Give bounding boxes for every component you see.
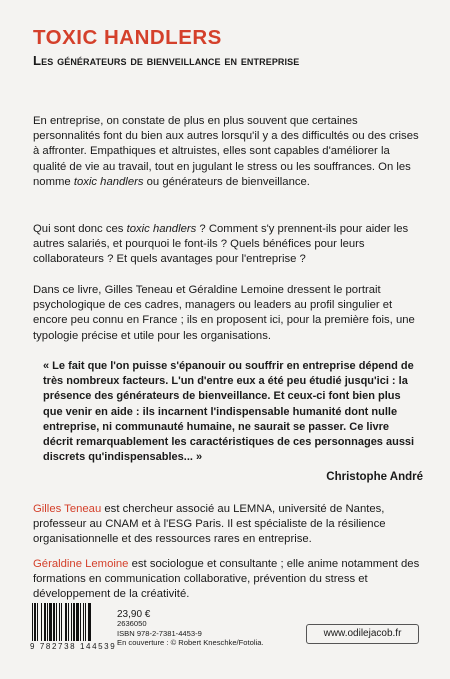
isbn: ISBN 978-2-7381-4453-9 — [117, 628, 202, 638]
barcode-digits: 9 782738 144539 — [30, 642, 117, 651]
author-bio-2: Géraldine Lemoine est sociologue et consultante ; elle anime notamment des formations en communication collaborative, prévention du stress et développement de la créativité. — [33, 558, 420, 601]
book-subtitle: Les générateurs de bienveillance en entreprise — [33, 53, 300, 68]
paragraph-summary: Dans ce livre, Gilles Teneau et Géraldine Lemoine dressent le portrait psychologique de ces cadres, managers ou leaders au profil singulier et encore peu connu en France ; ils en proposent ici, pour la première fois, une typologie précise et utile pour les organisations. — [33, 284, 415, 342]
author-bio-1: Gilles Teneau est chercheur associé au LEMNA, université de Nantes, professeur au CNAM et à l'ESG Paris. Il est spécialiste de la résilience organisationnelle et des ressources rares en entreprise. — [33, 503, 386, 546]
price: 23,90 € — [117, 609, 151, 620]
product-code: 2636050 — [117, 619, 147, 629]
paragraph-intro: En entreprise, on constate de plus en plus souvent que certaines personnalités font du bien aux autres lorsqu'il y a des difficultés ou des crises à affronter. Empathiques et altruistes, elles sont capables d'améliorer la qualité de vie au travail, tout en jugulant le stress ou les souffrances. On les nomme toxic handlers ou générateurs de bienveillance. — [33, 115, 419, 188]
author-name: Géraldine Lemoine — [33, 558, 129, 570]
price-block — [117, 610, 264, 648]
barcode-icon — [30, 603, 112, 641]
quote-attribution: Christophe André — [326, 471, 423, 483]
author-name: Gilles Teneau — [33, 503, 102, 515]
paragraph-questions: Qui sont donc ces toxic handlers ? Comment s'y prennent-ils pour aider les autres salariés, et pourquoi le font-ils ? Quels bénéfices pour leurs collaborateurs ? Et quels avantages pour l'entreprise ? — [33, 223, 409, 266]
book-title: TOXIC HANDLERS — [33, 26, 222, 49]
back-cover — [33, 26, 423, 601]
cover-credit: En couverture : © Robert Kneschke/Fotolia. — [117, 638, 264, 648]
publisher-url: www.odilejacob.fr — [306, 624, 419, 644]
endorsement-quote: « Le fait que l'on puisse s'épanouir ou souffrir en entreprise dépend de très nombreux facteurs. L'un d'entre eux a été peu étudié jusqu'ici : la présence des générateurs de bienveillance. Et ceux-ci font bien plus que venir en aide : ils incarnent l'indispensable humanité dont nulle entreprise, ni communauté humaine, ne saurait se passer. Ce livre décrit remarquablement les caractéristiques de ces personnages aussi discrets qu'indispensables... » — [43, 360, 415, 464]
